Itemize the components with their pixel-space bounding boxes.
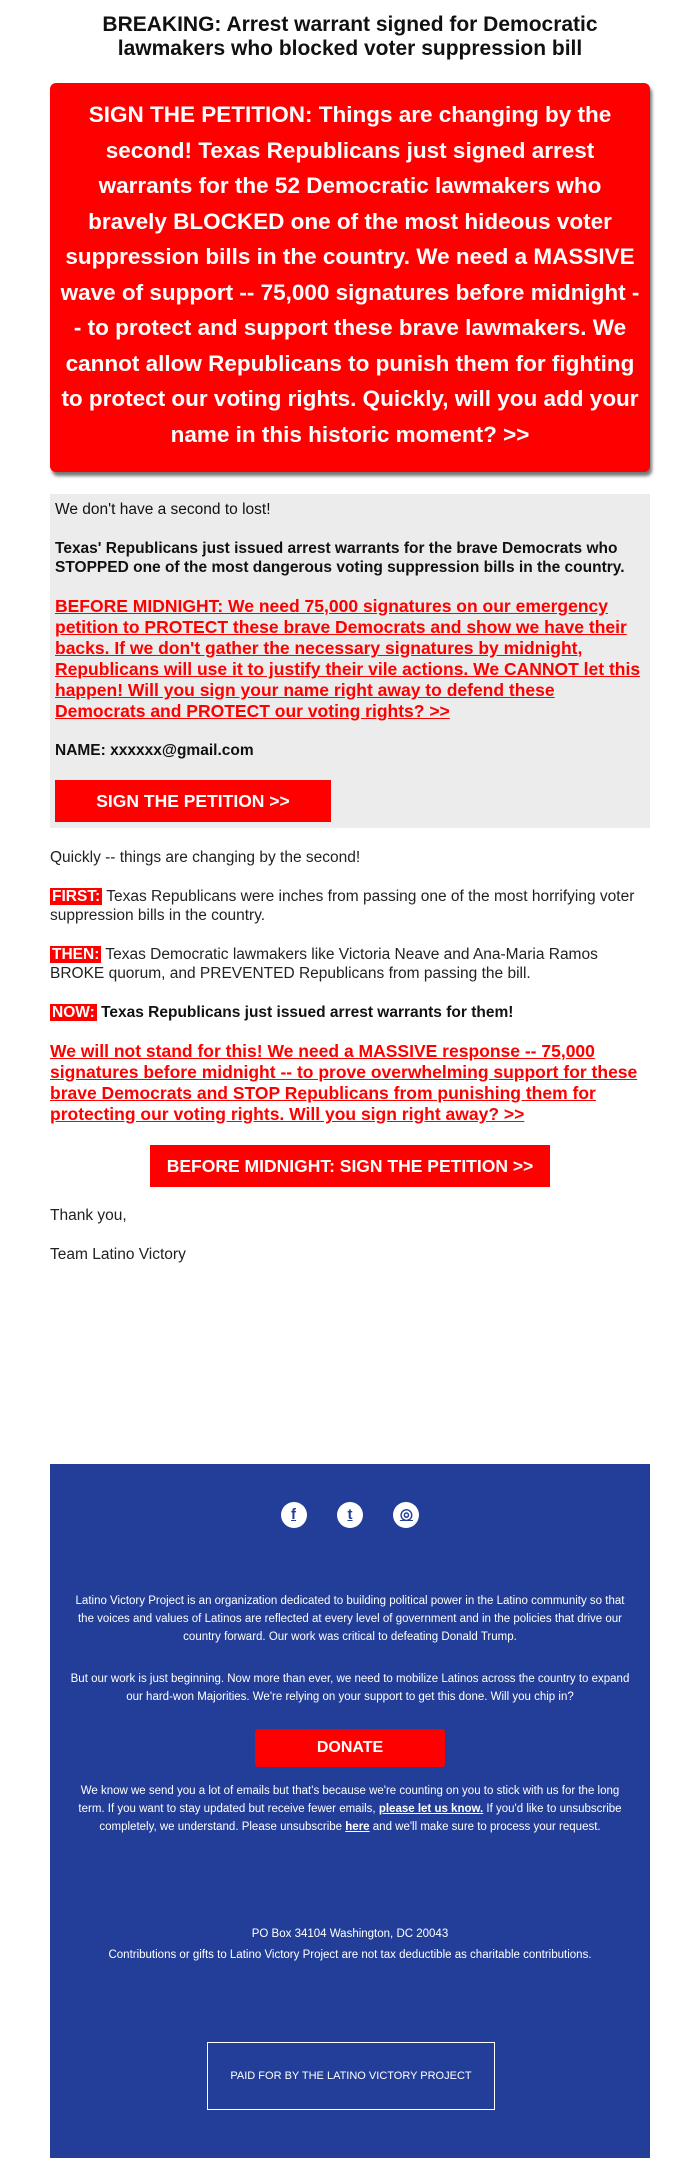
fewer-emails-link[interactable]: please let us know. xyxy=(378,1803,484,1815)
hero-petition-link[interactable]: SIGN THE PETITION: Things are changing by the second! Texas Republicans just signed arrest warrants for the 52 Democratic lawmakers who bravely BLOCKED one of the most hideous voter suppression bills in the country. We need a MASSIVE wave of support -- 75,000 signatures before midnight -- to protect and support these brave lawmakers. We cannot allow Republicans to punish them for fighting to protect our voting rights. Quickly, will you add your name in this historic moment? >> xyxy=(50,83,650,472)
petition-box xyxy=(50,494,650,828)
then-tag: THEN: xyxy=(52,945,100,963)
quickly-text: Quickly -- things are changing by the second! xyxy=(50,849,361,866)
warrant-text: Texas' Republicans just issued arrest warrants for the brave Democrats who STOPPED one of the most dangerous voting suppression bills in the country. xyxy=(55,540,625,576)
instagram-icon[interactable]: ◎ xyxy=(393,1502,419,1528)
name-value: xxxxxx@gmail.com xyxy=(110,742,254,759)
beginning-text: But our work is just beginning. Now more than ever, we need to mobilize Latinos across the country to expand our hard-won Majorities. We're relying on your support to get this done. Will you chip in? xyxy=(70,1673,630,1703)
emails-text-3: and we'll make sure to process your request. xyxy=(369,1821,601,1833)
before-midnight-button[interactable]: BEFORE MIDNIGHT: SIGN THE PETITION >> xyxy=(150,1145,550,1187)
donate-button[interactable]: DONATE xyxy=(255,1729,445,1767)
name-row xyxy=(55,741,645,760)
now-tag: NOW: xyxy=(52,1003,95,1021)
before-midnight-link[interactable]: BEFORE MIDNIGHT: We need 75,000 signatures on our emergency petition to PROTECT these brave Democrats and show we have their backs. If we don't gather the necessary signatures by midnight, Republicans will use it to justify their vile actions. We CANNOT let this happen! Will you sign your name right away to defend these Democrats and PROTECT our voting rights? >> xyxy=(55,596,641,721)
first-tag: FIRST: xyxy=(52,887,101,905)
first-text: Texas Republicans were inches from passing one of the most horrifying voter suppression bills in the country. xyxy=(50,887,635,924)
contributions-text: Contributions or gifts to Latino Victory Project are not tax deductible as charitable contributions. xyxy=(108,1949,592,1961)
sign-petition-button[interactable]: SIGN THE PETITION >> xyxy=(55,780,331,822)
email-body xyxy=(50,848,650,1264)
now-paragraph xyxy=(50,1003,650,1023)
address-text: PO Box 34104 Washington, DC 20043 xyxy=(251,1928,449,1940)
unsubscribe-link[interactable]: here xyxy=(345,1821,370,1833)
about-text: Latino Victory Project is an organization dedicated to building political power in the Latino community so that the voices and values of Latinos are reflected at every level of government and in the policies that drive our country forward. Our work was critical to defeating Donald Trump. xyxy=(75,1595,625,1643)
thank-you-text: Thank you, xyxy=(50,1207,127,1224)
massive-response-link[interactable]: We will not stand for this! We need a MASSIVE response -- 75,000 signatures before midnight -- to prove overwhelming support for these brave Democrats and STOP Republicans from punishing them for protecting our voting rights. Will you sign right away? >> xyxy=(50,1041,638,1124)
emails-text-2: If you'd like to unsubscribe completely, we understand. Please unsubscribe xyxy=(99,1803,622,1833)
social-links xyxy=(50,1502,650,1528)
headline: BREAKING: Arrest warrant signed for Democratic lawmakers who blocked voter suppression bill xyxy=(102,13,598,60)
now-text: Texas Republicans just issued arrest warrants for them! xyxy=(96,1003,514,1021)
footer xyxy=(50,1464,650,2158)
facebook-icon[interactable]: f xyxy=(281,1502,307,1528)
emails-text xyxy=(70,1782,630,1836)
signoff-text: Team Latino Victory xyxy=(50,1245,186,1263)
emails-text-1: We know we send you a lot of emails but that's because we're counting on you to stick with us for the long term. If you want to stay updated but receive fewer emails, xyxy=(78,1785,620,1815)
paid-for-box: PAID FOR BY THE LATINO VICTORY PROJECT xyxy=(207,2042,495,2110)
first-paragraph xyxy=(50,887,650,926)
twitter-icon[interactable]: t xyxy=(337,1502,363,1528)
then-text: Texas Democratic lawmakers like Victoria Neave and Ana-Maria Ramos BROKE quorum, and PREVENTED Republicans from passing the bill. xyxy=(50,945,598,982)
intro-text: We don't have a second to lost! xyxy=(55,501,271,518)
name-label: NAME: xyxy=(55,742,106,759)
then-paragraph xyxy=(50,945,650,984)
